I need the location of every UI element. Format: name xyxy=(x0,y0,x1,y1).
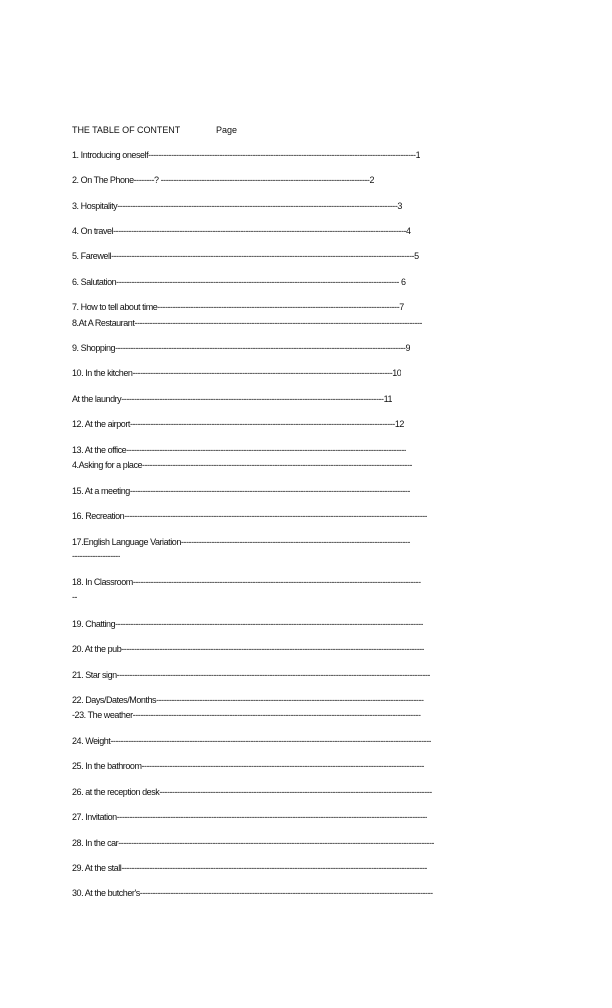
toc-entry: 3. Hospitality--------------------------------------------------------------------------------------------------------------3 xyxy=(72,201,402,211)
toc-entry: 9. Shopping------------------------------------------------------------------------------------------------------------------9 xyxy=(72,343,411,353)
toc-entry: 6. Salutation--------------------------------------------------------------------------------------------------------------- 6 xyxy=(72,277,406,287)
toc-entry: 7. How to tell about time-----------------------------------------------------------------------------------------------7 xyxy=(72,302,404,312)
toc-entry: 8.At A Restaurant----------------------------------------------------------------------------------------------------------------- xyxy=(72,318,423,328)
toc-entry: 1. Introducing oneself---------------------------------------------------------------------------------------------------------1 xyxy=(72,150,421,160)
toc-entry: 4. On travel-------------------------------------------------------------------------------------------------------------------4 xyxy=(72,226,411,236)
toc-entry: 18. In Classroom----------------------------------------------------------------------------------------------------------------- xyxy=(72,577,421,587)
toc-entry: 12. At the airport--------------------------------------------------------------------------------------------------------12 xyxy=(72,419,404,429)
toc-entry: 2. On The Phone--------? ----------------------------------------------------------------------------------2 xyxy=(72,175,375,185)
toc-entry: 5. Farewell-----------------------------------------------------------------------------------------------------------------------5 xyxy=(72,251,419,261)
toc-entry: 16. Recreation----------------------------------------------------------------------------------------------------------------------- xyxy=(72,511,428,521)
toc-entry: -- xyxy=(72,592,78,602)
page-column-label: Page xyxy=(216,125,238,135)
toc-entry: 22. Days/Dates/Months--------------------------------------------------------------------------------------------------------- xyxy=(72,695,424,705)
toc-entry: 24. Weight------------------------------------------------------------------------------------------------------------------------------ xyxy=(72,736,432,746)
toc-entry: 4.Asking for a place---------------------------------------------------------------------------------------------------------- xyxy=(72,460,413,470)
toc-entry: ------------------- xyxy=(72,551,121,561)
toc-entry: 13. At the office-------------------------------------------------------------------------------------------------------------- xyxy=(72,445,407,455)
toc-entry: -23. The weather----------------------------------------------------------------------------------------------------------------- xyxy=(72,710,421,720)
toc-entry: 29. At the stall------------------------------------------------------------------------------------------------------------------------ xyxy=(72,863,427,873)
toc-entry: 19. Chatting------------------------------------------------------------------------------------------------------------------------- xyxy=(72,619,424,629)
toc-entry: 17.English Language Variation------------------------------------------------------------------------------------------ xyxy=(72,537,411,547)
toc-entry: 27. Invitation-------------------------------------------------------------------------------------------------------------------------- xyxy=(72,812,428,822)
toc-entry: 25. In the bathroom--------------------------------------------------------------------------------------------------------------- xyxy=(72,761,425,771)
toc-entry: 15. At a meeting-------------------------------------------------------------------------------------------------------------- xyxy=(72,486,411,496)
toc-entry: 20. At the pub----------------------------------------------------------------------------------------------------------------------- xyxy=(72,644,425,654)
toc-title: THE TABLE OF CONTENT xyxy=(72,125,181,135)
toc-entry: 10. In the kitchen------------------------------------------------------------------------------------------------------10 xyxy=(72,368,402,378)
toc-entry: 28. In the car---------------------------------------------------------------------------------------------------------------------------- xyxy=(72,838,435,848)
toc-entry: 21. Star sign--------------------------------------------------------------------------------------------------------------------------- xyxy=(72,670,430,680)
toc-entry: At the laundry-------------------------------------------------------------------------------------------------------11 xyxy=(72,394,393,404)
toc-entry: 30. At the butcher's------------------------------------------------------------------------------------------------------------------- xyxy=(72,888,433,898)
toc-entry: 26. at the reception desk----------------------------------------------------------------------------------------------------------- xyxy=(72,787,432,797)
